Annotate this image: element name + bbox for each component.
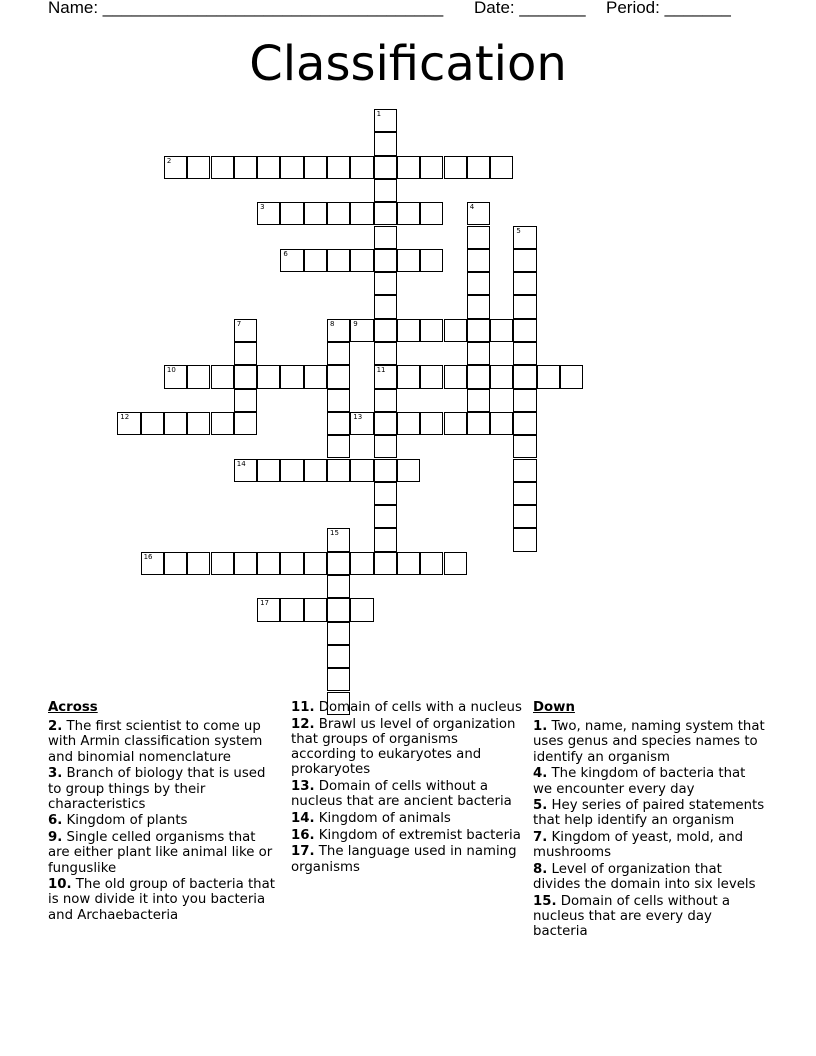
crossword-cell[interactable] [350,202,373,225]
crossword-cell[interactable] [234,412,257,435]
crossword-cell[interactable] [467,365,490,388]
clue-item [533,798,768,828]
crossword-cell[interactable] [350,319,373,342]
crossword-cell[interactable] [374,435,397,458]
crossword-cell[interactable] [420,412,443,435]
clue-item-text: Brawl us level of organization that groups of organisms according to eukaryotes and prokaryotes [291,716,516,778]
crossword-cell[interactable] [420,552,443,575]
clue-item-number: 2. [48,719,63,735]
clue-item [48,877,278,923]
clue-item-number: 7. [533,830,548,846]
clue-number: 9 [353,319,358,328]
clue-item-text: Kingdom of animals [314,810,451,826]
crossword-cell[interactable] [280,598,303,621]
crossword-cell[interactable] [350,249,373,272]
crossword-cell[interactable] [234,459,257,482]
crossword-cell[interactable] [327,552,350,575]
crossword-cell[interactable] [234,156,257,179]
clue-number: 8 [330,319,335,328]
crossword-cell[interactable] [374,365,397,388]
period-field[interactable]: Period: _______ [606,0,731,17]
clue-item [291,779,527,809]
crossword-cell[interactable] [350,459,373,482]
crossword-cell[interactable] [444,365,467,388]
crossword-cell[interactable] [397,552,420,575]
crossword-cell[interactable] [513,505,536,528]
crossword-cell[interactable] [513,412,536,435]
crossword-cell[interactable] [327,319,350,342]
crossword-cell[interactable] [234,342,257,365]
crossword-cell[interactable] [374,109,397,132]
clue-item [533,766,768,796]
clue-item-text: Single celled organisms that are either plant like animal like or funguslike [48,830,273,876]
crossword-cell[interactable] [537,365,560,388]
clue-item-text: Kingdom of yeast, mold, and mushrooms [533,830,744,861]
crossword-cell[interactable] [280,156,303,179]
crossword-cell[interactable] [187,412,210,435]
clue-item-number: 13. [291,779,315,795]
crossword-cell[interactable] [467,412,490,435]
crossword-cell[interactable] [257,598,280,621]
crossword-cell[interactable] [280,249,303,272]
crossword-cell[interactable] [513,272,536,295]
crossword-cell[interactable] [467,319,490,342]
clue-number: 1 [376,110,382,118]
crossword-cell[interactable] [211,365,234,388]
clue-item-number: 4. [533,766,548,782]
crossword-cell[interactable] [164,156,187,179]
crossword-cell[interactable] [187,156,210,179]
crossword-cell[interactable] [374,272,397,295]
clue-item [48,719,278,765]
crossword-cell[interactable] [560,365,583,388]
clue-item-number: 11. [291,700,315,715]
crossword-cell[interactable] [327,575,350,598]
crossword-cell[interactable] [350,598,373,621]
clue-item-number: 14. [291,810,315,826]
clue-number: 10 [166,366,176,375]
crossword-cell[interactable] [374,249,397,272]
clue-number: 14 [236,459,246,468]
clue-item-text: Level of organization that divides the domain into six levels [533,862,756,893]
clue-item [533,894,768,940]
crossword-cell[interactable] [117,412,140,435]
clue-item [291,844,527,874]
crossword-cell[interactable] [467,295,490,318]
clue-number: 11 [376,366,386,375]
crossword-cell[interactable] [257,365,280,388]
clue-number: 3 [260,203,265,212]
crossword-cell[interactable] [513,342,536,365]
clue-item [291,700,527,715]
crossword-cell[interactable] [350,412,373,435]
crossword-cell[interactable] [327,622,350,645]
crossword-cell[interactable] [467,249,490,272]
crossword-cell[interactable] [374,319,397,342]
clue-number: 5 [516,226,521,235]
crossword-cell[interactable] [467,389,490,412]
crossword-cell[interactable] [420,202,443,225]
crossword-cell[interactable] [280,459,303,482]
clue-item-text: Domain of cells without a nucleus that are every day bacteria [533,893,731,940]
crossword-cell[interactable] [141,552,164,575]
crossword-cell[interactable] [141,412,164,435]
crossword-cell[interactable] [234,319,257,342]
down-heading: Down [533,700,575,715]
clue-item-number: 3. [48,766,63,782]
crossword-cell[interactable] [164,552,187,575]
crossword-cell[interactable] [490,365,513,388]
crossword-cell[interactable] [374,132,397,155]
crossword-cell[interactable] [397,459,420,482]
across-clues-col2 [291,700,527,876]
crossword-cell[interactable] [327,389,350,412]
crossword-cell[interactable] [327,528,350,551]
across-heading: Across [48,700,98,715]
crossword-cell[interactable] [304,365,327,388]
crossword-cell[interactable] [397,412,420,435]
crossword-cell[interactable] [304,202,327,225]
crossword-cell[interactable] [234,365,257,388]
crossword-cell[interactable] [327,435,350,458]
clue-item-text: The first scientist to come up with Armin classification system and binomial nomenclature [48,719,263,765]
crossword-cell[interactable] [420,249,443,272]
crossword-cell[interactable] [280,365,303,388]
across-clues-col1 [48,700,278,924]
name-field[interactable]: Name: ____________________________________ [48,0,444,17]
crossword-cell[interactable] [513,319,536,342]
crossword-cell[interactable] [257,202,280,225]
crossword-cell[interactable] [490,319,513,342]
crossword-cell[interactable] [444,319,467,342]
clue-item [48,766,278,812]
clue-item-number: 9. [48,830,63,846]
crossword-cell[interactable] [164,412,187,435]
crossword-cell[interactable] [467,202,490,225]
crossword-cell[interactable] [374,552,397,575]
crossword-cell[interactable] [211,156,234,179]
crossword-cell[interactable] [350,156,373,179]
crossword-cell[interactable] [234,552,257,575]
page-title: Classification [249,36,567,92]
clue-item-text: The old group of bacteria that is now divide it into you bacteria and Archaebacteria [48,877,275,923]
crossword-cell[interactable] [513,249,536,272]
crossword-cell[interactable] [257,156,280,179]
clue-number: 12 [120,412,130,421]
clue-number: 17 [260,599,270,608]
crossword-cell[interactable] [280,552,303,575]
crossword-cell[interactable] [397,156,420,179]
clue-item-number: 16. [291,827,315,843]
clue-number: 7 [236,319,242,328]
crossword-cell[interactable] [187,365,210,388]
clue-item [533,830,768,860]
clue-number: 13 [353,412,363,421]
crossword-cell[interactable] [350,552,373,575]
crossword-cell[interactable] [374,156,397,179]
crossword-cell[interactable] [257,459,280,482]
clue-item-number: 6. [48,813,63,829]
crossword-cell[interactable] [327,249,350,272]
crossword-cell[interactable] [513,295,536,318]
clue-number: 4 [469,203,475,212]
crossword-cell[interactable] [444,156,467,179]
crossword-cell[interactable] [374,459,397,482]
crossword-cell[interactable] [420,319,443,342]
crossword-cell[interactable] [374,482,397,505]
date-field[interactable]: Date: _______ [474,0,586,17]
crossword-cell[interactable] [211,552,234,575]
crossword-cell[interactable] [490,412,513,435]
clue-item-text: Domain of cells without a nucleus that are ancient bacteria [291,779,512,810]
clue-item-text: Branch of biology that is used to group things by their characteristics [48,766,266,812]
crossword-cell[interactable] [444,552,467,575]
crossword-cell[interactable] [467,156,490,179]
clue-item-number: 10. [48,877,72,893]
crossword-cell[interactable] [164,365,187,388]
clue-item [533,719,768,765]
clue-item-text: Two, name, naming system that uses genus and species names to identify an organism [533,719,765,765]
clue-item-number: 12. [291,716,315,732]
crossword-cell[interactable] [211,412,234,435]
crossword-cell[interactable] [513,365,536,388]
crossword-cell[interactable] [304,156,327,179]
clue-item [291,717,527,778]
crossword-cell[interactable] [374,389,397,412]
crossword-cell[interactable] [327,645,350,668]
crossword-cell[interactable] [327,342,350,365]
crossword-cell[interactable] [327,365,350,388]
crossword-cell[interactable] [397,365,420,388]
crossword-cell[interactable] [467,226,490,249]
clue-number: 15 [330,529,339,538]
clue-item-number: 17. [291,844,315,860]
crossword-cell[interactable] [257,552,280,575]
crossword-cell[interactable] [327,598,350,621]
crossword-cell[interactable] [467,272,490,295]
down-clues [533,700,768,941]
crossword-cell[interactable] [420,156,443,179]
crossword-cell[interactable] [513,459,536,482]
crossword-cell[interactable] [490,156,513,179]
clue-item [291,811,527,826]
crossword-cell[interactable] [420,365,443,388]
crossword-cell[interactable] [327,668,350,691]
crossword-cell[interactable] [327,459,350,482]
crossword-cell[interactable] [397,249,420,272]
crossword-cell[interactable] [327,156,350,179]
clue-item-number: 5. [533,798,548,814]
clue-number: 6 [283,249,288,258]
clue-item-text: Kingdom of extremist bacteria [314,827,521,843]
crossword-cell[interactable] [374,528,397,551]
crossword-cell[interactable] [304,598,327,621]
crossword-cell[interactable] [280,202,303,225]
clue-item-text: Domain of cells with a nucleus [314,700,522,715]
clue-item-number: 1. [533,719,548,735]
crossword-cell[interactable] [374,412,397,435]
clue-item-text: Kingdom of plants [62,813,188,829]
crossword-cell[interactable] [374,342,397,365]
crossword-cell[interactable] [444,412,467,435]
crossword-cell[interactable] [397,319,420,342]
crossword-cell[interactable] [467,342,490,365]
crossword-cell[interactable] [513,482,536,505]
clue-item [533,862,768,892]
crossword-cell[interactable] [304,552,327,575]
clue-item [48,830,278,876]
crossword-cell[interactable] [513,389,536,412]
crossword-cell[interactable] [513,226,536,249]
crossword-cell[interactable] [304,459,327,482]
clue-item-text: The kingdom of bacteria that we encounter every day [533,766,746,797]
crossword-cell[interactable] [397,202,420,225]
clue-number: 16 [143,552,153,561]
crossword-cell[interactable] [513,528,536,551]
crossword-cell[interactable] [374,295,397,318]
crossword-cell[interactable] [187,552,210,575]
clue-item-number: 8. [533,862,548,878]
crossword-cell[interactable] [234,389,257,412]
crossword-cell[interactable] [374,226,397,249]
clue-item [48,813,278,828]
clue-item-number: 15. [533,893,557,909]
clue-number: 2 [166,156,172,165]
clue-item-text: The language used in naming organisms [291,844,517,875]
crossword-cell[interactable] [374,505,397,528]
clue-item-text: Hey series of paired statements that help identify an organism [533,798,765,829]
crossword-cell[interactable] [374,179,397,202]
crossword-cell[interactable] [304,249,327,272]
crossword-cell[interactable] [327,202,350,225]
crossword-cell[interactable] [374,202,397,225]
crossword-cell[interactable] [327,412,350,435]
crossword-cell[interactable] [513,435,536,458]
clue-item [291,828,527,843]
